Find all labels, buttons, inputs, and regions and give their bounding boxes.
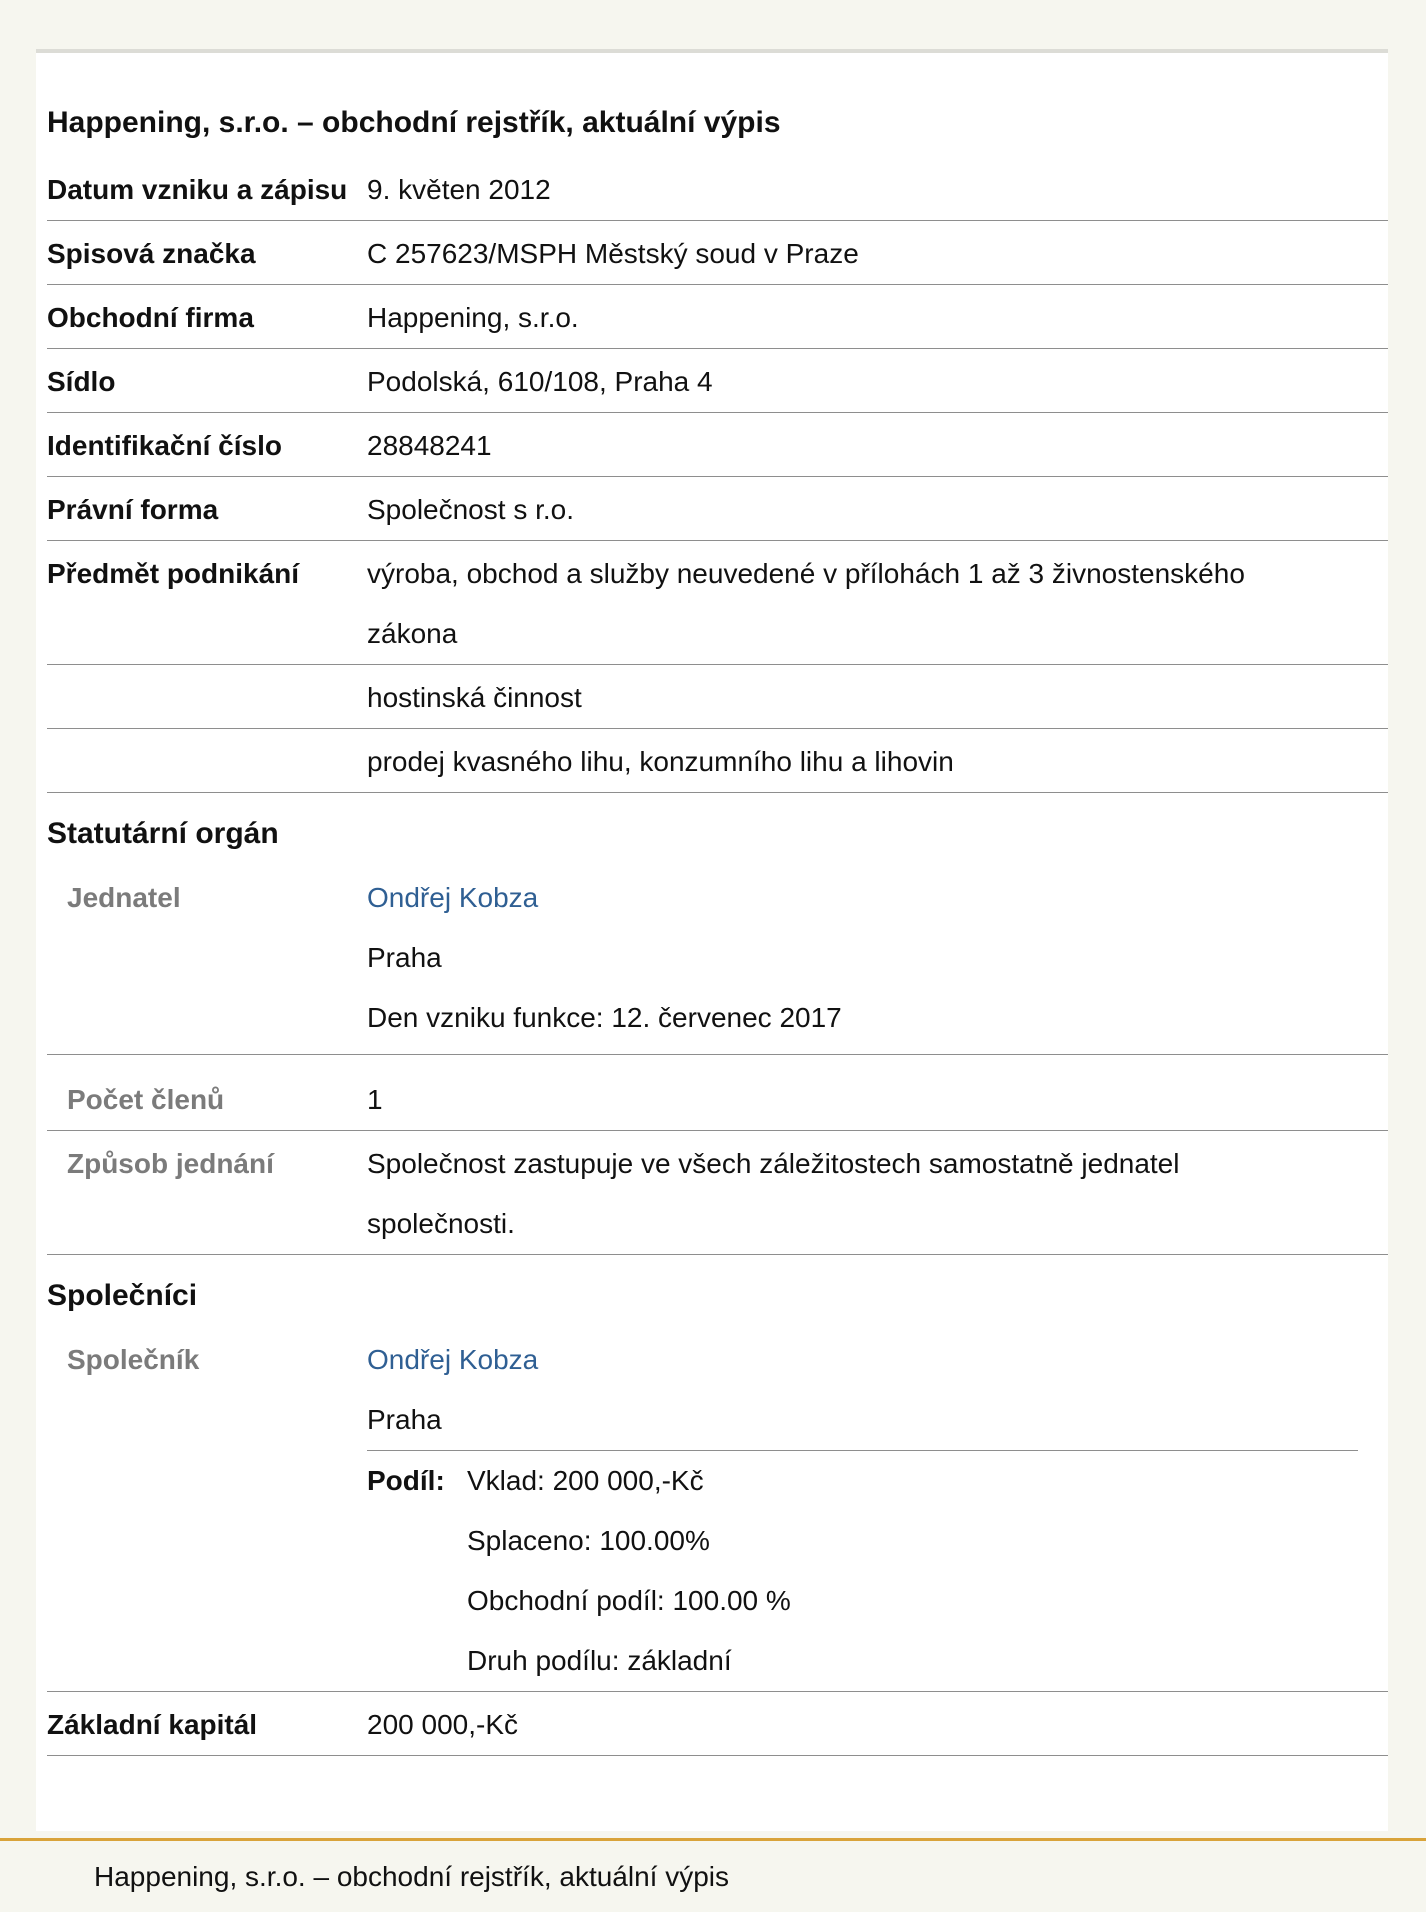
ic-value: 28848241 [367,430,492,461]
row-spolecnik [47,1327,1388,1692]
spolecnik-name-link[interactable]: Ondřej Kobza [367,1344,539,1375]
row-zpusob-jednani [47,1131,1388,1255]
row-predmet-podnikani [47,541,1388,665]
jednatel-details [367,865,1388,1054]
forma-label: Právní forma [47,494,219,525]
predmet-value-2: hostinská činnost [367,682,582,713]
datum-value: 9. květen 2012 [367,174,551,205]
podil-druh: Druh podílu: základní [467,1645,732,1676]
zpusob-label: Způsob jednání [67,1148,274,1179]
firma-label: Obchodní firma [47,302,254,333]
row-pravni-forma [47,477,1388,541]
spisova-value: C 257623/MSPH Městský soud v Praze [367,238,859,269]
ic-label: Identifikační číslo [47,430,282,461]
spisova-label: Spisová značka [47,238,256,269]
row-identifikacni-cislo [47,413,1388,477]
predmet-label-empty [47,665,367,728]
row-zakladni-kapital [47,1692,1388,1756]
predmet-label-empty [47,729,367,792]
zpusob-value: Společnost zastupuje ve všech záležitostech samostatně jednatel společnosti. [367,1148,1180,1239]
datum-label: Datum vzniku a zápisu [47,174,348,205]
jednatel-label: Jednatel [67,882,181,913]
firma-value: Happening, s.r.o. [367,302,579,333]
register-card [36,49,1388,1831]
page-title: Happening, s.r.o. – obchodní rejstřík, aktuální výpis [47,106,781,139]
podil-splaceno: Splaceno: 100.00% [467,1525,710,1556]
kapital-label: Základní kapitál [47,1709,258,1740]
section-statutarni-organ: Statutární orgán [47,817,279,850]
sidlo-label: Sídlo [47,366,116,397]
row-jednatel [47,865,1388,1055]
footer-title: Happening, s.r.o. – obchodní rejstřík, aktuální výpis [94,1861,730,1892]
spolecnik-label: Společník [67,1344,200,1375]
row-sidlo [47,349,1388,413]
footer-divider [0,1838,1426,1841]
register-content [47,99,1388,1756]
podil-items [467,1451,1358,1691]
jednatel-name-link[interactable]: Ondřej Kobza [367,882,539,913]
sidlo-value: Podolská, 610/108, Praha 4 [367,366,713,397]
jednatel-city: Praha [367,942,442,973]
row-predmet-podnikani-2 [47,665,1388,729]
row-predmet-podnikani-3 [47,729,1388,793]
pocet-value: 1 [367,1084,383,1115]
predmet-value-1: výroba, obchod a služby neuvedené v přílohách 1 až 3 živnostenského zákona [367,558,1245,649]
predmet-value-3: prodej kvasného lihu, konzumního lihu a lihovin [367,746,954,777]
section-spolecnici: Společníci [47,1279,198,1312]
jednatel-since: Den vzniku funkce: 12. červenec 2017 [367,1002,842,1033]
kapital-value: 200 000,-Kč [367,1709,518,1740]
row-obchodni-firma [47,285,1388,349]
forma-value: Společnost s r.o. [367,494,575,525]
podil-label: Podíl: [367,1465,445,1496]
spolecnik-details [367,1327,1388,1691]
predmet-label: Předmět podnikání [47,558,300,589]
row-pocet-clenu [47,1055,1388,1131]
spolecnik-city: Praha [367,1404,442,1435]
podil-vklad: Vklad: 200 000,-Kč [467,1465,704,1496]
row-datum-vzniku [47,157,1388,221]
pocet-label: Počet členů [67,1084,225,1115]
podil-box [367,1450,1358,1691]
podil-obchodni: Obchodní podíl: 100.00 % [467,1585,791,1616]
row-spisova-znacka [47,221,1388,285]
